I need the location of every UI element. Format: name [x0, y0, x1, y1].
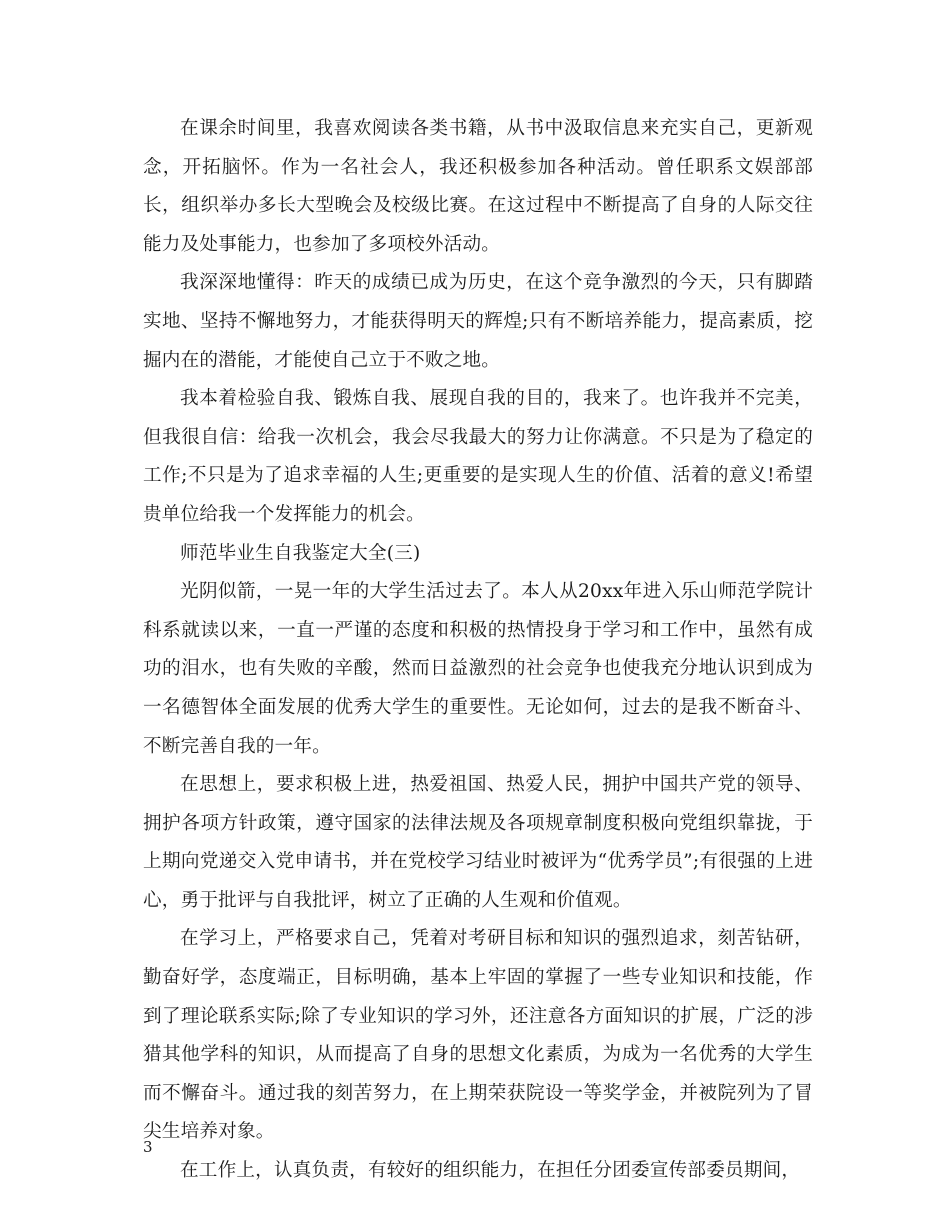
- document-body: [143, 110, 813, 1191]
- section-heading: 师范毕业生自我鉴定大全(三): [180, 542, 421, 564]
- page-number: 3: [143, 1138, 153, 1156]
- paragraph-ideology: 在思想上，要求积极上进，热爱祖国、热爱人民，拥护中国共产党的领导、拥护各项方针政策，遵守国家的法律法规及各项规章制度积极向党组织靠拢，于上期向党递交入党申请书，并在党校学习结业时被评为“优秀学员”;有很强的上进心，勇于批评与自我批评，树立了正确的人生观和价值观。: [143, 774, 813, 911]
- paragraph-understanding: 我深深地懂得：昨天的成绩已成为历史，在这个竞争激烈的今天，只有脚踏实地、坚持不懈地努力，才能获得明天的辉煌;只有不断培养能力，提高素质，挖掘内在的潜能，才能使自己立于不败之地。: [143, 272, 813, 371]
- paragraph-work: 在工作上，认真负责，有较好的组织能力，在担任分团委宣传部委员期间，: [180, 1160, 801, 1182]
- paragraph-self-test: 我本着检验自我、锻炼自我、展现自我的目的，我来了。也许我并不完美，但我很自信：给我一次机会，我会尽我最大的努力让你满意。不只是为了稳定的工作;不只是为了追求幸福的人生;更重要的是实现人生的价值、活着的意义!希望贵单位给我一个发挥能力的机会。: [143, 388, 813, 525]
- paragraph-study: 在学习上，严格要求自己，凭着对考研目标和知识的强烈追求，刻苦钻研，勤奋好学，态度端正，目标明确，基本上牢固的掌握了一些专业知识和技能，作到了理论联系实际;除了专业知识的学习外，还注意各方面知识的扩展，广泛的涉猎其他学科的知识，从而提高了自身的思想文化素质，为成为一名优秀的大学生而不懈奋斗。通过我的刻苦努力，在上期荣获院设一等奖学金，并被院列为了冒尖生培养对象。: [143, 928, 813, 1143]
- paragraph-reading-activities: 在课余时间里，我喜欢阅读各类书籍，从书中汲取信息来充实自己，更新观念，开拓脑怀。作为一名社会人，我还积极参加各种活动。曾任职系文娱部部长，组织举办多长大型晚会及校级比赛。在这过程中不断提高了自身的人际交往能力及处事能力，也参加了多项校外活动。: [143, 118, 813, 255]
- paragraph-university-life: 光阴似箭，一晃一年的大学生活过去了。本人从20xx年进入乐山师范学院计科系就读以来，一直一严谨的态度和积极的热情投身于学习和工作中，虽然有成功的泪水，也有失败的辛酸，然而日益激烈的社会竞争也使我充分地认识到成为一名德智体全面发展的优秀大学生的重要性。无论如何，过去的是我不断奋斗、不断完善自我的一年。: [143, 581, 813, 757]
